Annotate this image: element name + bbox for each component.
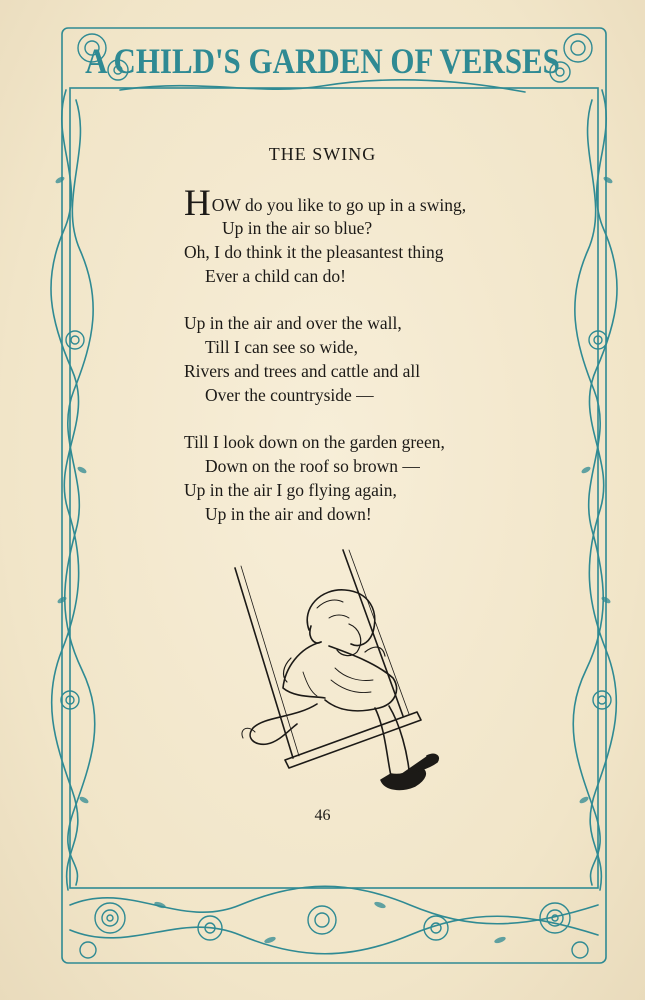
verse-line: Up in the air I go flying again,: [184, 480, 397, 500]
stanza-2: [184, 311, 564, 407]
poem-title: THE SWING: [268, 144, 377, 164]
verse-line: Up in the air so blue?: [222, 218, 373, 238]
verse-line: Oh, I do think it the pleasantest thing: [184, 242, 444, 262]
verse-line: Up in the air and down!: [205, 504, 372, 524]
stanza-1: [184, 183, 564, 288]
drop-cap: H: [184, 183, 211, 224]
verse-line: Till I can see so wide,: [205, 337, 358, 357]
page-number: 46: [314, 807, 331, 824]
verse-line-text: OW do you like to go up in a swing,: [211, 195, 467, 215]
verse-line: Over the countryside —: [205, 385, 374, 405]
poem-verses: [184, 183, 564, 549]
verse-line: Ever a child can do!: [205, 266, 346, 286]
stanza-3: [184, 430, 564, 526]
verse-line: Down on the roof so brown —: [205, 456, 420, 476]
verse-line: [184, 183, 564, 224]
verse-line: Till I look down on the garden green,: [184, 432, 445, 452]
child-on-swing-icon: [225, 548, 450, 813]
verse-line: Up in the air and over the wall,: [184, 313, 402, 333]
book-title: A CHILD'S GARDEN OF VERSES: [85, 41, 560, 81]
verse-line: Rivers and trees and cattle and all: [184, 361, 421, 381]
